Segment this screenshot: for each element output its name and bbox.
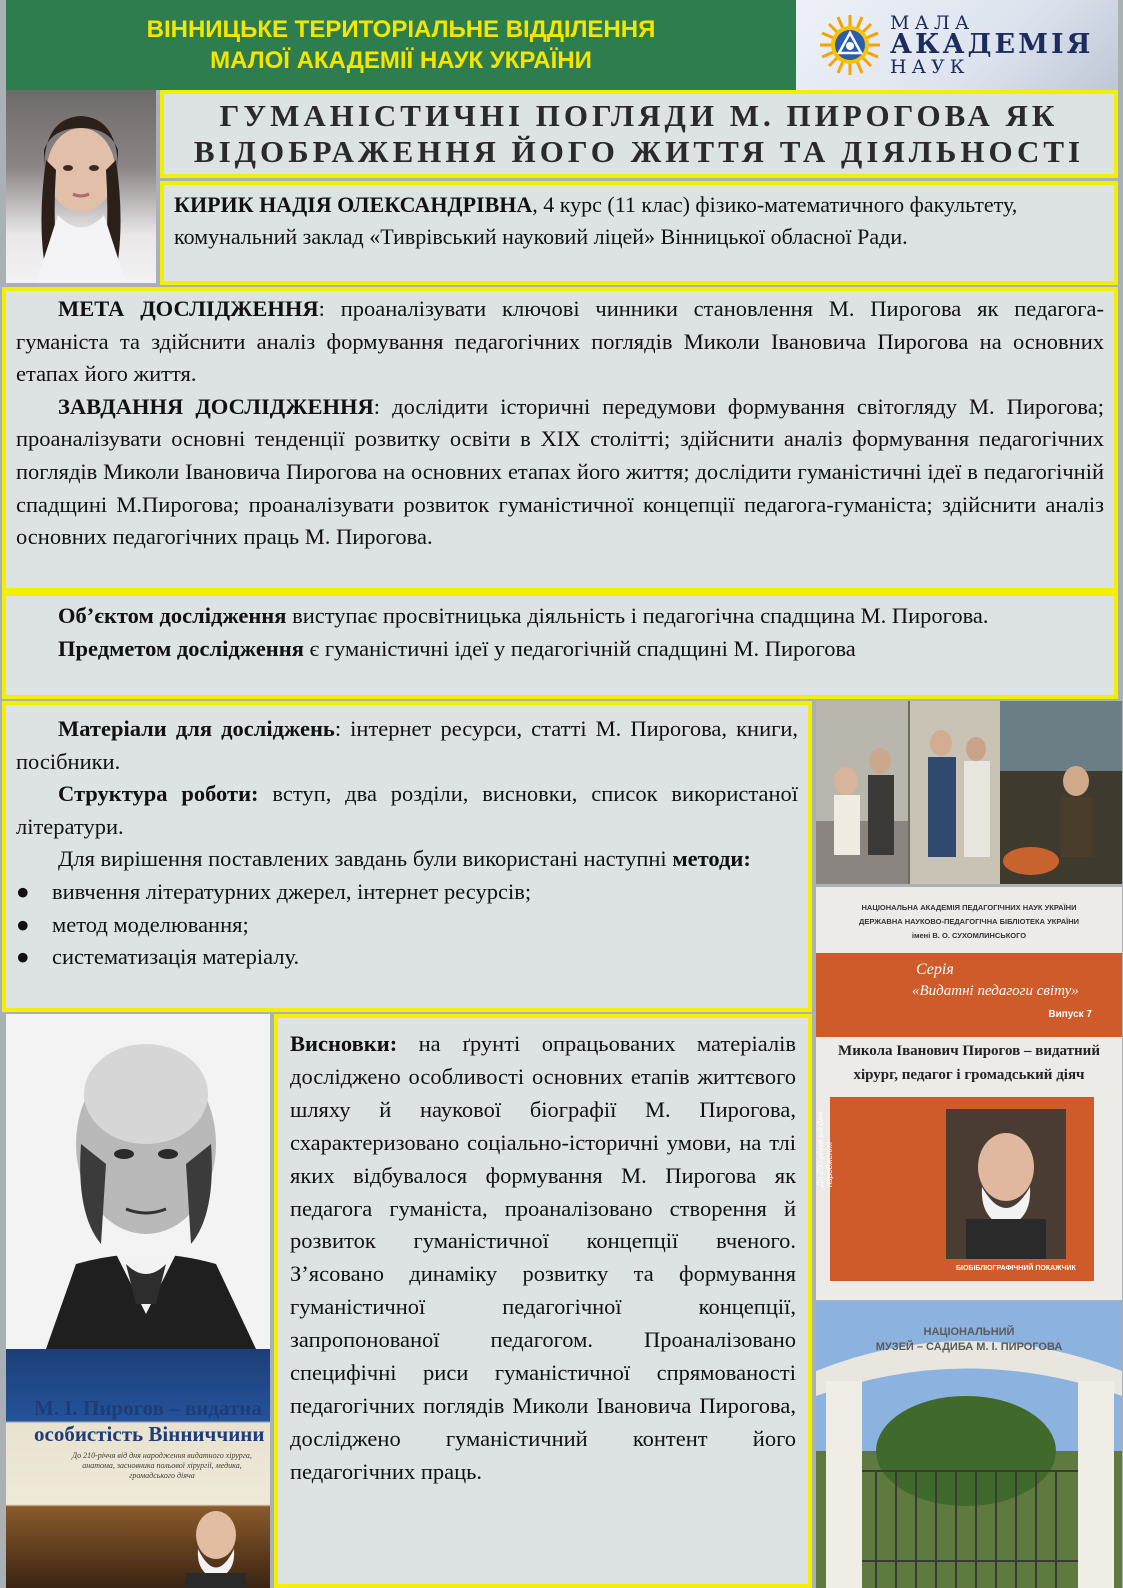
poster-portrait [176,1501,256,1588]
bullet-icon: ● [16,878,30,904]
structure-text: вступ, два розділи, висновки, список використаної літератури. [16,781,798,839]
conclusions-paragraph [290,1028,796,1489]
book-org-3: імені В. О. СУХОМЛИНСЬКОГО [911,931,1027,940]
materials-methods-section [2,701,812,1012]
author-info [160,181,1118,285]
title-line-1: ГУМАНІСТИЧНІ ПОГЛЯДИ М. ПИРОГОВА ЯК [219,98,1059,133]
poster-title-1: М. І. Пирогов – видатна [34,1396,262,1420]
subject-label: Предметом дослідження [58,635,304,661]
header-line-2: МАЛОЇ АКАДЕМІЇ НАУК УКРАЇНИ [210,47,592,74]
sun-emblem-icon [818,13,882,77]
book-portrait [946,1109,1066,1259]
page-title [160,90,1118,178]
author-details: , 4 курс (11 клас) фізико-математичного факультету, комунальний заклад «Тиврівський науковий ліцей» Вінницької обласної Ради. [174,192,1018,249]
book-org-1: НАЦІОНАЛЬНА АКАДЕМІЯ ПЕДАГОГІЧНИХ НАУК УКРАЇНИ [861,903,1077,912]
exhibition-poster [6,1349,270,1588]
title-line-2: ВІДОБРАЖЕННЯ ЙОГО ЖИТТЯ ТА ДІЯЛЬНОСТІ [193,134,1085,169]
header-banner [6,0,796,90]
object-label: Об’єктом дослідження [58,603,287,628]
methods-paragraph [16,843,798,876]
header-line-1: ВІННИЦЬКЕ ТЕРИТОРІАЛЬНЕ ВІДДІЛЕННЯ [146,16,656,43]
materials-label: Матеріали для досліджень [58,716,335,741]
goal-label: МЕТА ДОСЛІДЖЕННЯ [58,296,319,321]
book-series-1: Серія [916,961,954,978]
structure-label: Структура роботи: [58,781,259,807]
methods-intro: Для вирішення поставлених завдань були використані наступні [58,846,667,872]
bullet-icon: ● [16,944,30,970]
list-item: ● систематизація матеріалу. [16,941,798,974]
book-cover-image [816,887,1122,1300]
museum-gate-photo [816,1301,1122,1588]
goal-tasks-section [2,287,1118,592]
object-paragraph [16,600,1104,633]
book-title-1: Микола Іванович Пирогов – видатний [838,1043,1100,1059]
logo-word-3: НАУК [890,56,970,78]
museum-sign-2: МУЗЕЙ – САДИБА М. І. ПИРОГОВА [875,1341,1063,1353]
goal-text: : проаналізувати ключові чинники становлення М. Пирогова як педагога-гуманіста та здійснити аналіз формування педагогічних поглядів Миколи Івановича Пирогова на основних етапах його життя. [16,296,1104,387]
book-org-2: ДЕРЖАВНА НАУКОВО-ПЕДАГОГІЧНА БІБЛІОТЕКА УКРАЇНИ [858,917,1080,926]
tasks-text: : дослідити історичні передумови формування світогляду М. Пирогова; проаналізувати основні тенденції розвитку освіти в ХІХ столітті; здійснити аналіз формування педагогічних поглядів Миколи Івановича Пирогова на основних етапах його життя; дослідити гуманістичні ідеї в педагогічній спадщині М.Пирогова; проаналізувати розвиток гуманістичної концепції педагога-гуманіста; здійснити аналіз основних педагогічних праць М. Пирогова. [16,393,1104,550]
conclusions-label: Висновки: [290,1031,398,1056]
museum-sign-1: НАЦІОНАЛЬНИЙ [923,1326,1015,1338]
book-side-text: До 200-річчя від дня народження [816,1111,834,1187]
academy-logo [796,0,1118,90]
book-title-2: хірург, педагог і громадський діяч [853,1067,1085,1083]
conclusions-section [274,1014,812,1588]
pirogov-portrait [6,1014,270,1349]
conclusions-text: на ґрунті опрацьованих матеріалів досліджено особливості основних етапів життєвого шляху й наукової біографії М. Пирогова, схарактеризовано соціально-історичні умови, на тлі яких відбувалося формування М. Пирогова як педагога гуманіста, проаналізовано створення й розвиток гуманістичної концепції вченого. З’ясовано динаміку розвитку та формування гуманістичної педагогічної концепції, запропонованої педагогом. Проаналізовано специфічні риси гуманістичної спрямованості педагогічних поглядів Миколи Івановича Пирогова, досліджено гуманістичний контент його педагогічних праць. [290,1031,796,1484]
methods-list [16,876,798,974]
goal-paragraph [16,293,1104,391]
paintings-collage [816,701,1122,884]
book-issue: Випуск 7 [1048,1009,1092,1020]
object-subject-section [2,592,1118,699]
logo-word-1: МАЛА [890,12,975,34]
materials-text: : інтернет ресурси, статті М. Пирогова, книги, посібники. [16,716,798,774]
subject-paragraph [16,633,1104,666]
bullet-icon: ● [16,911,30,937]
structure-paragraph [16,778,798,843]
methods-label: методи: [672,846,751,872]
book-series-2: «Видатні педагоги світу» [912,983,1079,999]
tasks-label: ЗАВДАННЯ ДОСЛІДЖЕННЯ [58,393,374,419]
subject-text: є гуманістичні ідеї у педагогічній спадщині М. Пирогова [303,635,856,661]
object-text: виступає просвітницька діяльність і педагогічна спадщина М. Пирогова. [286,603,989,628]
list-item: ● вивчення літературних джерел, інтернет ресурсів; [16,876,798,909]
student-portrait [6,90,156,283]
logo-word-2: АКАДЕМІЯ [890,29,1094,60]
tasks-paragraph [16,391,1104,554]
poster-title-2: особистість Вінниччини [34,1422,265,1446]
poster-subtitle: До 210-річчя від дня народження видатного хірурга, анатома, засновника польової хірургії, медика, громадського діяча [72,1451,252,1480]
materials-paragraph [16,713,798,778]
book-bottom-text: БІОБІБЛІОГРАФІЧНИЙ ПОКАЖЧИК [956,1265,1076,1272]
list-item: ● метод моделювання; [16,909,798,942]
author-name: КИРИК НАДІЯ ОЛЕКСАНДРІВНА [174,192,533,217]
